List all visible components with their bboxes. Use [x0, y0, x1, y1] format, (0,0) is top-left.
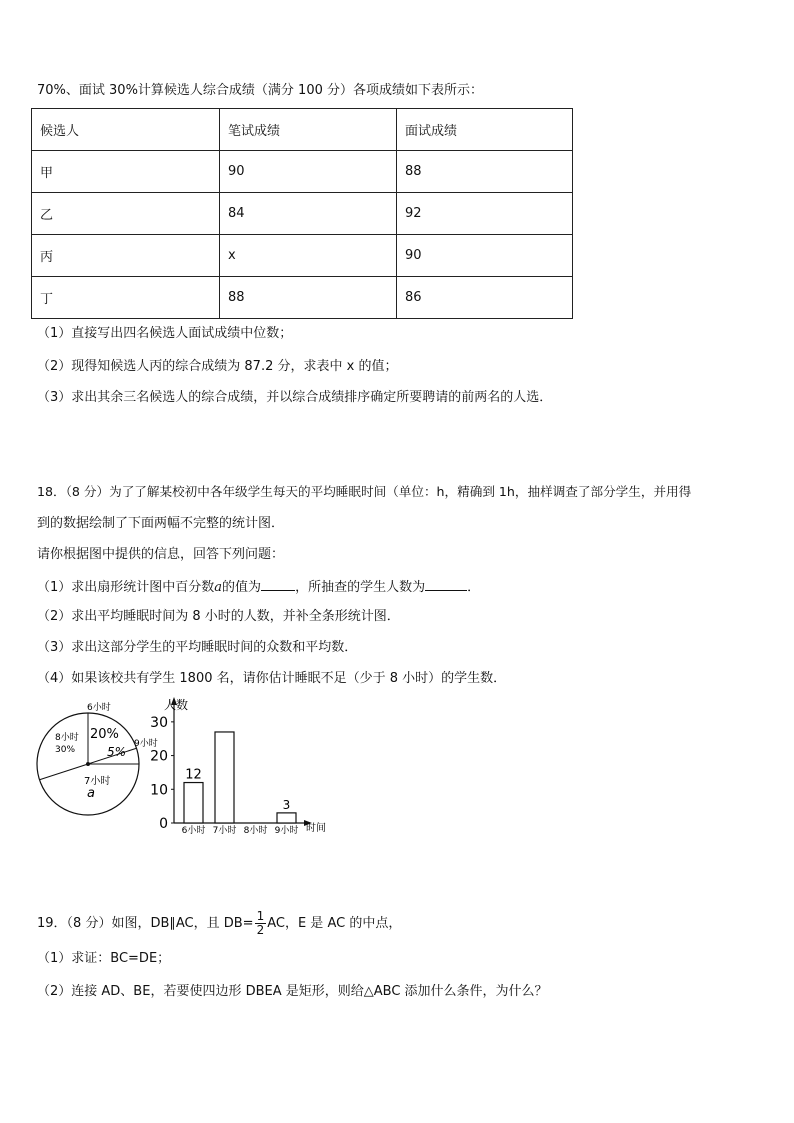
table-cell: 乙	[32, 193, 220, 235]
pie-label-eight: 8小时	[55, 733, 79, 743]
table-cell: 86	[397, 277, 573, 319]
pie-chart	[30, 698, 158, 828]
table-cell: 丁	[32, 277, 220, 319]
q18-part1-var: a	[214, 580, 223, 595]
table-cell: 92	[397, 193, 573, 235]
pie-label-seven: 7小时	[84, 776, 111, 787]
q18-part1-text-d: ．	[467, 580, 481, 595]
bar-value-label: 3	[282, 797, 291, 812]
q17-part2: （2）现得知候选人丙的综合成绩为 87.2 分，求表中 x 的值；	[37, 359, 398, 374]
q18-part2: （2）求出平均睡眠时间为 8 小时的人数，并补全条形统计图．	[37, 609, 400, 624]
table-cell: 丙	[32, 235, 220, 277]
table-row	[32, 193, 573, 235]
bar-0	[184, 783, 203, 823]
x-tick-label: 7小时	[212, 826, 237, 836]
answer-blank	[425, 578, 467, 591]
q17-part1: （1）直接写出四名候选人面试成绩中位数；	[37, 326, 293, 341]
x-tick-label: 8小时	[243, 826, 268, 836]
table-header-row	[32, 109, 573, 151]
bar-value-label: 12	[185, 767, 202, 783]
q19-part2: （2）连接 AD、BE，若要使四边形 DBEA 是矩形，则给△ABC 添加什么条件，为什么？	[37, 984, 548, 999]
q19-part1: （1）求证：BC=DE；	[37, 951, 171, 966]
x-tick-label: 6小时	[181, 826, 206, 836]
pie-label-six-pct: 20%	[90, 727, 119, 742]
header-cell: 笔试成绩	[220, 109, 397, 151]
q18-part1	[37, 578, 480, 597]
table-row	[32, 151, 573, 193]
table-cell: 甲	[32, 151, 220, 193]
q18-line3: 请你根据图中提供的信息，回答下列问题：	[37, 547, 285, 562]
q18-part1-text-b: 的值为	[222, 580, 262, 595]
pie-label-seven-var: a	[87, 786, 95, 801]
y-tick-label: 30	[150, 714, 168, 731]
fraction-numerator: 1	[256, 909, 265, 923]
answer-blank	[261, 578, 295, 591]
table-cell: 88	[220, 277, 397, 319]
y-tick-label: 10	[150, 782, 168, 799]
pie-label-six: 6小时	[87, 703, 111, 713]
x-axis-label: 时间	[306, 823, 326, 834]
q18-line1: 18．（8 分）为了了解某校初中各年级学生每天的平均睡眠时间（单位：h，精确到 1h，抽样调查了部分学生，并用得	[37, 484, 692, 499]
q18-part1-text-a: （1）求出扇形统计图中百分数	[37, 580, 215, 595]
table-cell: 88	[397, 151, 573, 193]
y-tick-label: 20	[150, 748, 168, 765]
y-axis-label: 人数	[164, 698, 189, 712]
q17-part3: （3）求出其余三名候选人的综合成绩，并以综合成绩排序确定所要聘请的前两名的人选．	[37, 390, 553, 405]
q18-part1-text-c: ，所抽查的学生人数为	[295, 580, 426, 595]
bar-chart	[150, 693, 340, 838]
table-cell: 84	[220, 193, 397, 235]
q19-line1	[37, 904, 401, 944]
table-row	[32, 235, 573, 277]
bar-3	[277, 813, 296, 823]
q18-line2: 到的数据绘制了下面两幅不完整的统计图．	[37, 516, 285, 531]
header-cell: 候选人	[32, 109, 220, 151]
q18-part4: （4）如果该校共有学生 1800 名，请你估计睡眠不足（少于 8 小时）的学生数．	[37, 671, 507, 686]
x-tick-label: 9小时	[274, 826, 299, 836]
q19-text-b: AC，E 是 AC 的中点，	[267, 916, 402, 931]
fraction-denominator: 2	[256, 923, 265, 937]
fraction	[255, 910, 267, 937]
y-tick-label: 0	[159, 816, 168, 832]
score-table	[31, 108, 573, 319]
table-cell: 90	[220, 151, 397, 193]
pie-label-nine-pct: 5%	[107, 745, 127, 759]
pie-center-dot	[86, 762, 90, 766]
q17-intro: 70%、面试 30%计算候选人综合成绩（满分 100 分）各项成绩如下表所示：	[37, 83, 483, 98]
pie-label-nine: 9小时	[134, 739, 158, 749]
q19-text-a: 19．（8 分）如图，DB∥AC，且 DB=	[37, 916, 254, 931]
bar-1	[215, 732, 234, 823]
table-cell: 90	[397, 235, 573, 277]
pie-label-eight-pct: 30%	[55, 745, 76, 755]
q18-part3: （3）求出这部分学生的平均睡眠时间的众数和平均数．	[37, 640, 358, 655]
table-row	[32, 277, 573, 319]
table-cell: x	[220, 235, 397, 277]
pie-sector-boundary	[39, 764, 88, 780]
header-cell: 面试成绩	[397, 109, 573, 151]
